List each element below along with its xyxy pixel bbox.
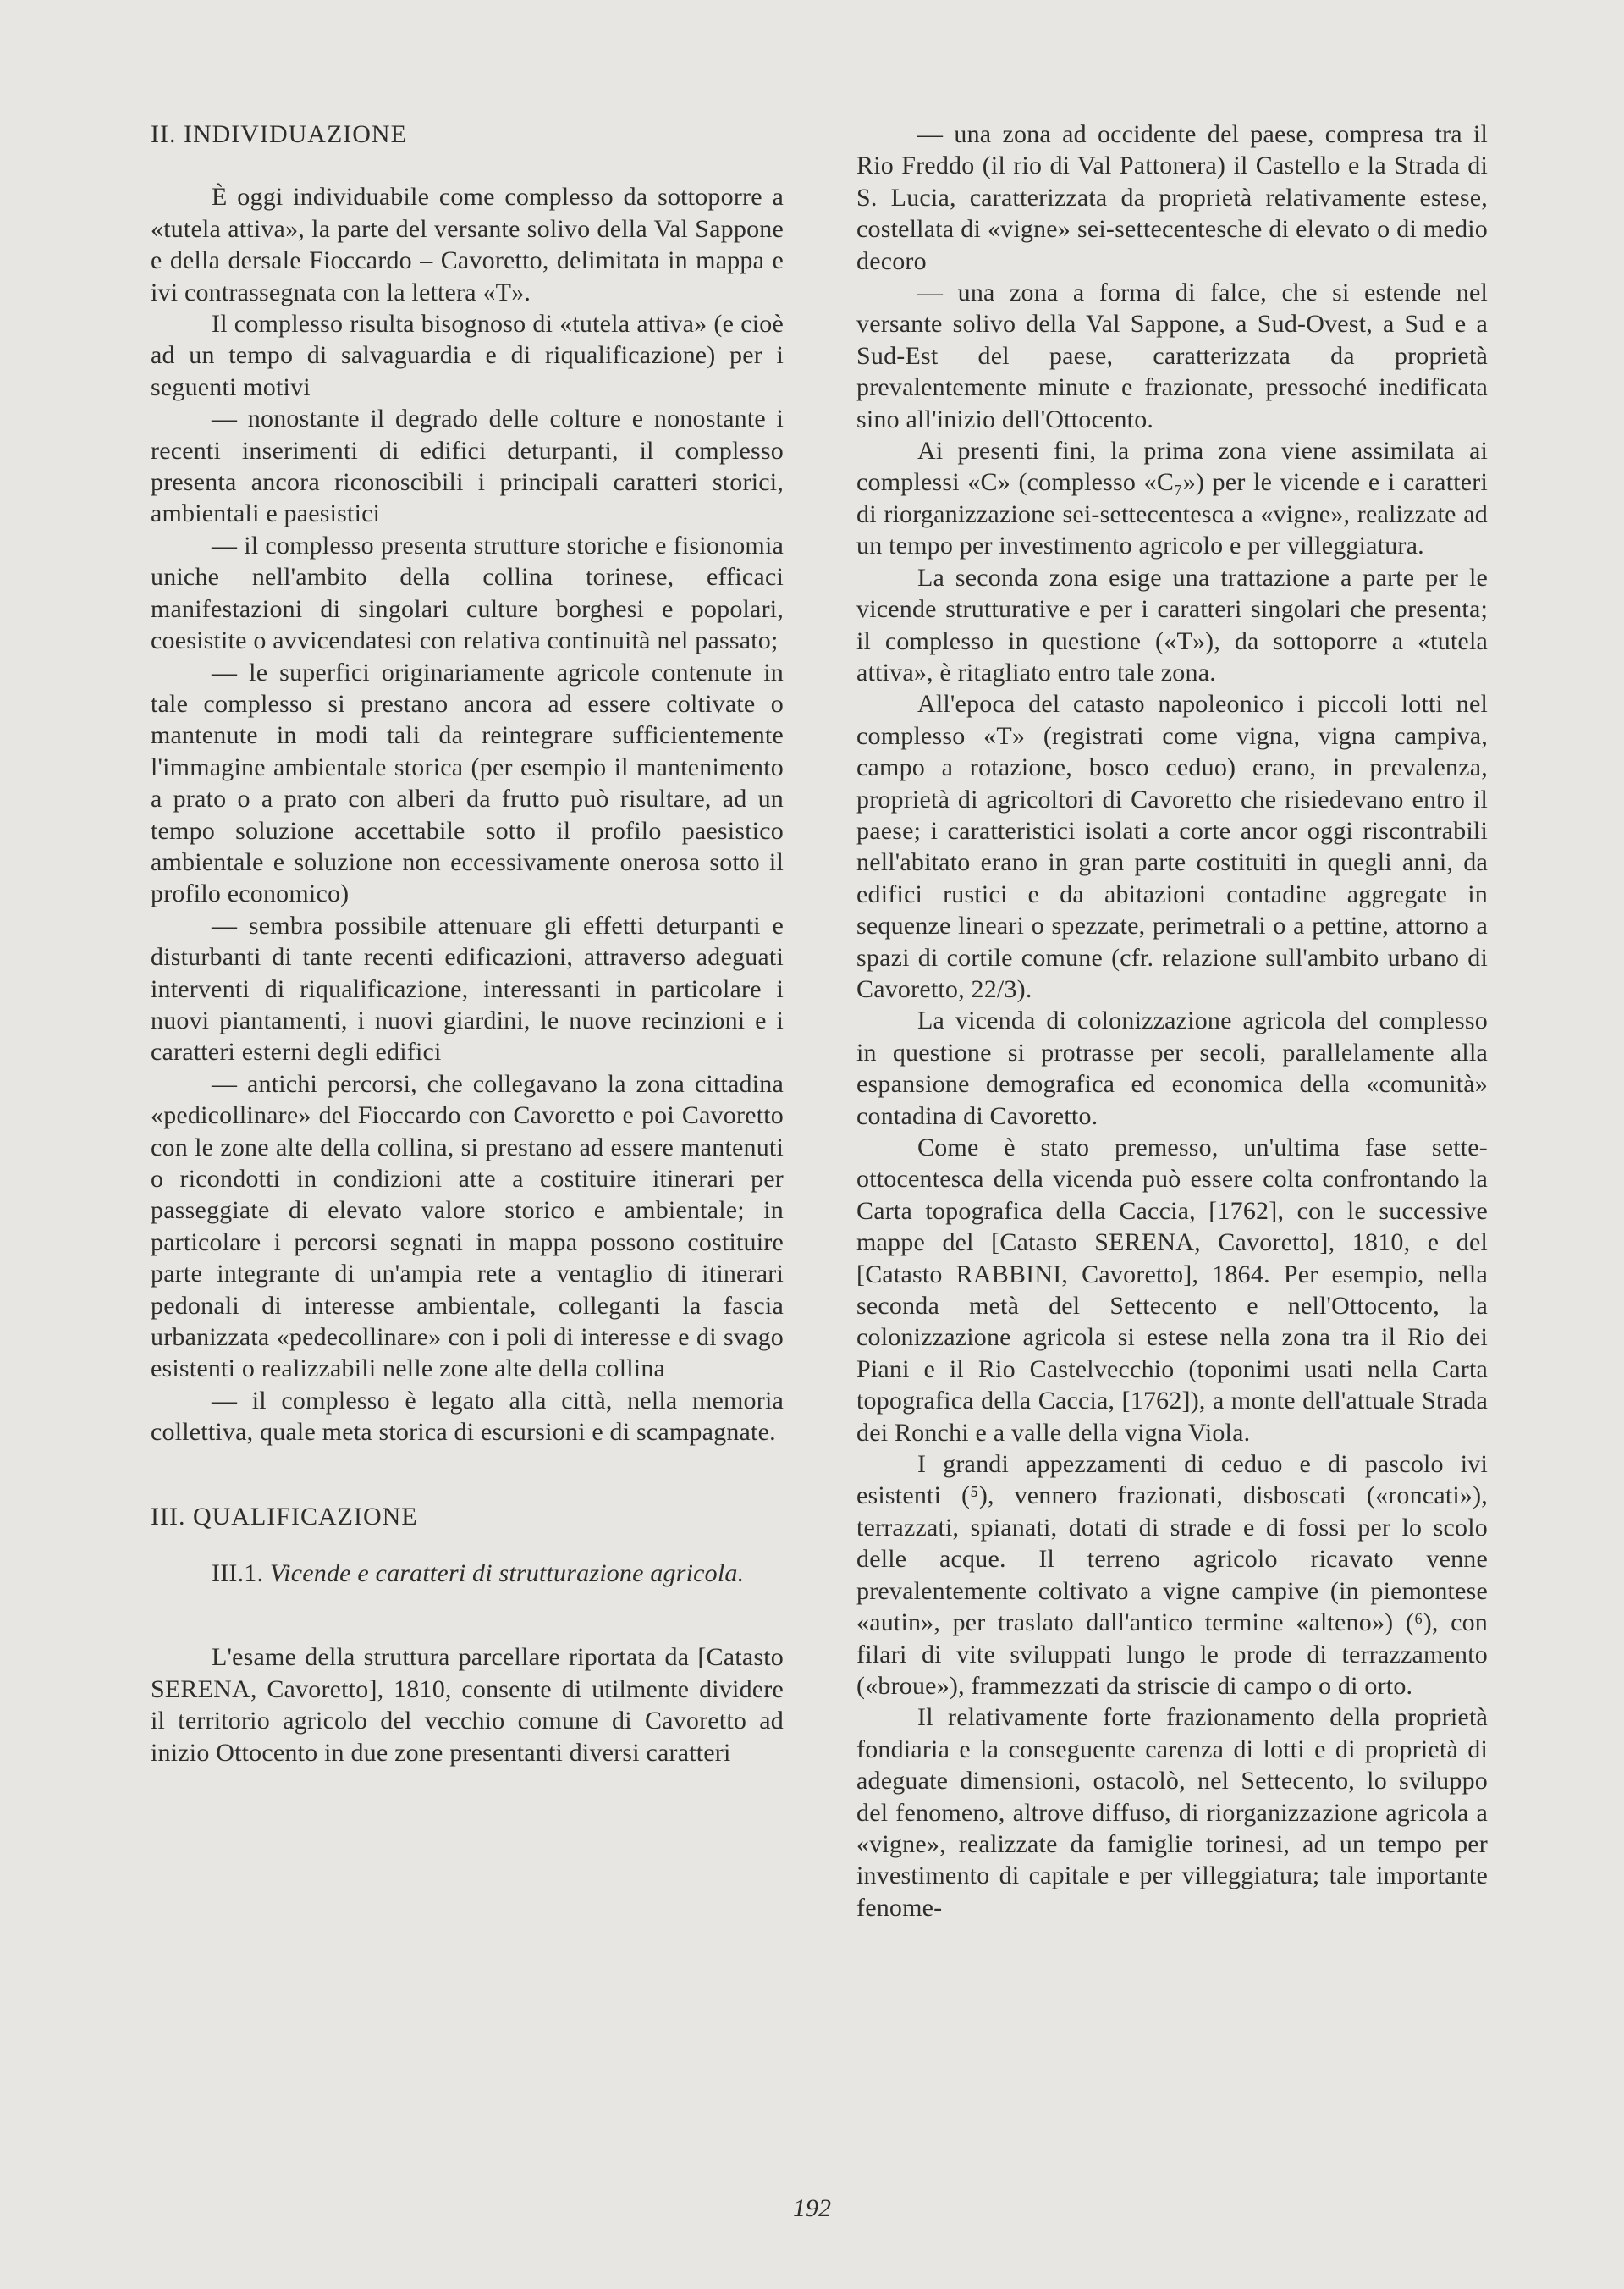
list-item: — sembra possibile attenuare gli effetti deturpanti e disturbanti di tante recenti edificazioni, attraverso adeguati interventi di riqualificazione, interessanti in particolare i nuovi piantamenti, i nuovi giardini, le nuove recinzioni e i caratteri esterni degli edifici xyxy=(151,911,784,1067)
subsection-number: III.1. xyxy=(212,1559,264,1588)
paragraph: I grandi appezzamenti di ceduo e di pascolo ivi esistenti (⁵), vennero frazionati, disboscati («roncati»), terrazzati, spianati, dotati di strade e di fossi per lo scolo delle acque. Il terreno agricolo ricavato venne prevalentemente coltivato a vigne campive (in piemontese «autin», per traslato dall'antico termine «alteno») (⁶), con filari di vite sviluppati lungo le prode di terrazzamento («broue»), frammezzati da striscie di campo o di orto. xyxy=(856,1450,1488,1700)
list-item: — una zona ad occidente del paese, compresa tra il Rio Freddo (il rio di Val Pattonera) il Castello e la Strada di S. Lucia, caratterizzata da proprietà relativamente estese, costellata di «vigne» sei-settecentesche di elevato o di medio decoro xyxy=(856,120,1488,275)
subsection-title: Vicende e caratteri di strutturazione agricola. xyxy=(269,1559,745,1588)
section-heading-individuazione: II. INDIVIDUAZIONE xyxy=(151,120,407,148)
list-item: — le superfici originariamente agricole contenute in tale complesso si prestano ancora ad essere coltivate o mantenute in modi tali da reintegrare sufficientemente l'immagine ambientale storica (per esempio il mantenimento a prato o a prato con alberi da frutto può risultare, ad un tempo soluzione accettabile sotto il profilo paesistico ambientale e soluzione non eccessivamente onerosa sotto il profilo economico) xyxy=(151,658,784,908)
paragraph: È oggi individuabile come complesso da sottoporre a «tutela attiva», la parte del versante solivo della Val Sappone e della dersale Fioccardo – Cavoretto, delimitata in mappa e ivi contrassegnata con la lettera «T». xyxy=(151,183,784,306)
paragraph: La vicenda di colonizzazione agricola del complesso in questione si protrasse per secoli, parallelamente alla espansione demografica ed economica della «comunità» contadina di Cavoretto. xyxy=(856,1007,1488,1130)
paragraph: All'epoca del catasto napoleonico i piccoli lotti nel complesso «T» (registrati come vigna, vigna campiva, campo a rotazione, bosco ceduo) erano, in prevalenza, proprietà di agricoltori di Cavoretto che risiedevano entro il paese; i caratteristici isolati a corte ancor oggi riscontrabili nell'abitato erano in gran parte costituiti in quegli anni, da edifici rustici e da abitazioni contadine aggregate in sequenze lineari o spezzate, perimetrali o a pettine, attorno a spazi di cortile comune (cfr. relazione sull'ambito urbano di Cavoretto, 22/3). xyxy=(856,690,1488,1003)
list-item: — il complesso è legato alla città, nella memoria collettiva, quale meta storica di escursioni e di scampagnate. xyxy=(151,1386,784,1447)
paragraph: Ai presenti fini, la prima zona viene assimilata ai complessi «C» (complesso «C₇») per le vicende e i caratteri di riorganizzazione sei-settecentesca a «vigne», realizzate ad un tempo per investimento agricolo e per villeggiatura. xyxy=(856,437,1488,560)
page-number: 192 xyxy=(793,2194,831,2222)
paragraph: Come è stato premesso, un'ultima fase sette-ottocentesca della vicenda può essere colta confrontando la Carta topografica della Caccia, [1762], con le successive mappe del [Catasto SERENA, Cavoretto], 1810, e del [Catasto RABBINI, Cavoretto], 1864. Per esempio, nella seconda metà del Settecento e nell'Ottocento, la colonizzazione agricola si estese nella zona tra il Rio dei Piani e il Rio Castelvecchio (toponimi usati nella Carta topografica della Caccia, [1762]), a monte dell'attuale Strada dei Ronchi e a valle della vigna Viola. xyxy=(856,1133,1488,1447)
paragraph: L'esame della struttura parcellare riportata da [Catasto SERENA, Cavoretto], 1810, consente di utilmente dividere il territorio agricolo del vecchio comune di Cavoretto ad inizio Ottocento in due zone presentanti diversi caratteri xyxy=(151,1643,784,1767)
section-heading-qualificazione: III. QUALIFICAZIONE xyxy=(151,1502,418,1531)
paragraph: La seconda zona esige una trattazione a parte per le vicende strutturative e per i caratteri singolari che presenta; il complesso in questione («T»), da sottoporre a «tutela attiva», è ritagliato entro tale zona. xyxy=(856,563,1488,687)
paragraph: Il relativamente forte frazionamento della proprietà fondiaria e la conseguente carenza di lotti e di proprietà di adeguate dimensioni, ostacolò, nel Settecento, lo sviluppo del fenomeno, altrove diffuso, di riorganizzazione agricola a «vigne», realizzate da famiglie torinesi, ad un tempo per investimento di capitale e per villeggiatura; tale importante fenome- xyxy=(856,1703,1488,1922)
list-item: — una zona a forma di falce, che si estende nel versante solivo della Val Sappone, a Sud-Ovest, a Sud e a Sud-Est del paese, caratterizzata da proprietà prevalentemente minute e frazionate, pressoché inedificata sino all'inizio dell'Ottocento. xyxy=(856,279,1488,433)
paragraph: Il complesso risulta bisognoso di «tutela attiva» (e cioè ad un tempo di salvaguardia e di riqualificazione) per i seguenti motivi xyxy=(151,310,784,401)
list-item: — antichi percorsi, che collegavano la zona cittadina «pedicollinare» del Fioccardo con Cavoretto e poi Cavoretto con le zone alte della collina, si prestano ad essere mantenuti o ricondotti in condizioni atte a costituire itinerari per passeggiate di elevato valore storico e ambientale; in particolare i percorsi segnati in mappa possono costituire parte integrante di un'ampia rete a ventaglio di itinerari pedonali di interesse ambientale, colleganti la fascia urbanizzata «pedecollinare» con i poli di interesse e di svago esistenti o realizzabili nelle zone alte della collina xyxy=(151,1069,784,1383)
right-column xyxy=(856,119,1488,1923)
left-column xyxy=(151,119,784,1768)
list-item: — il complesso presenta strutture storiche e fisionomia uniche nell'ambito della collina torinese, efficaci manifestazioni di singolari culture borghesi e popolari, coesistite o avvicendatesi con relativa continuità nel passato; xyxy=(151,531,784,655)
subsection-heading xyxy=(151,1558,784,1589)
list-item: — nonostante il degrado delle colture e nonostante i recenti inserimenti di edifici deturpanti, il complesso presenta ancora riconoscibili i principali caratteri storici, ambientali e paesistici xyxy=(151,405,784,528)
